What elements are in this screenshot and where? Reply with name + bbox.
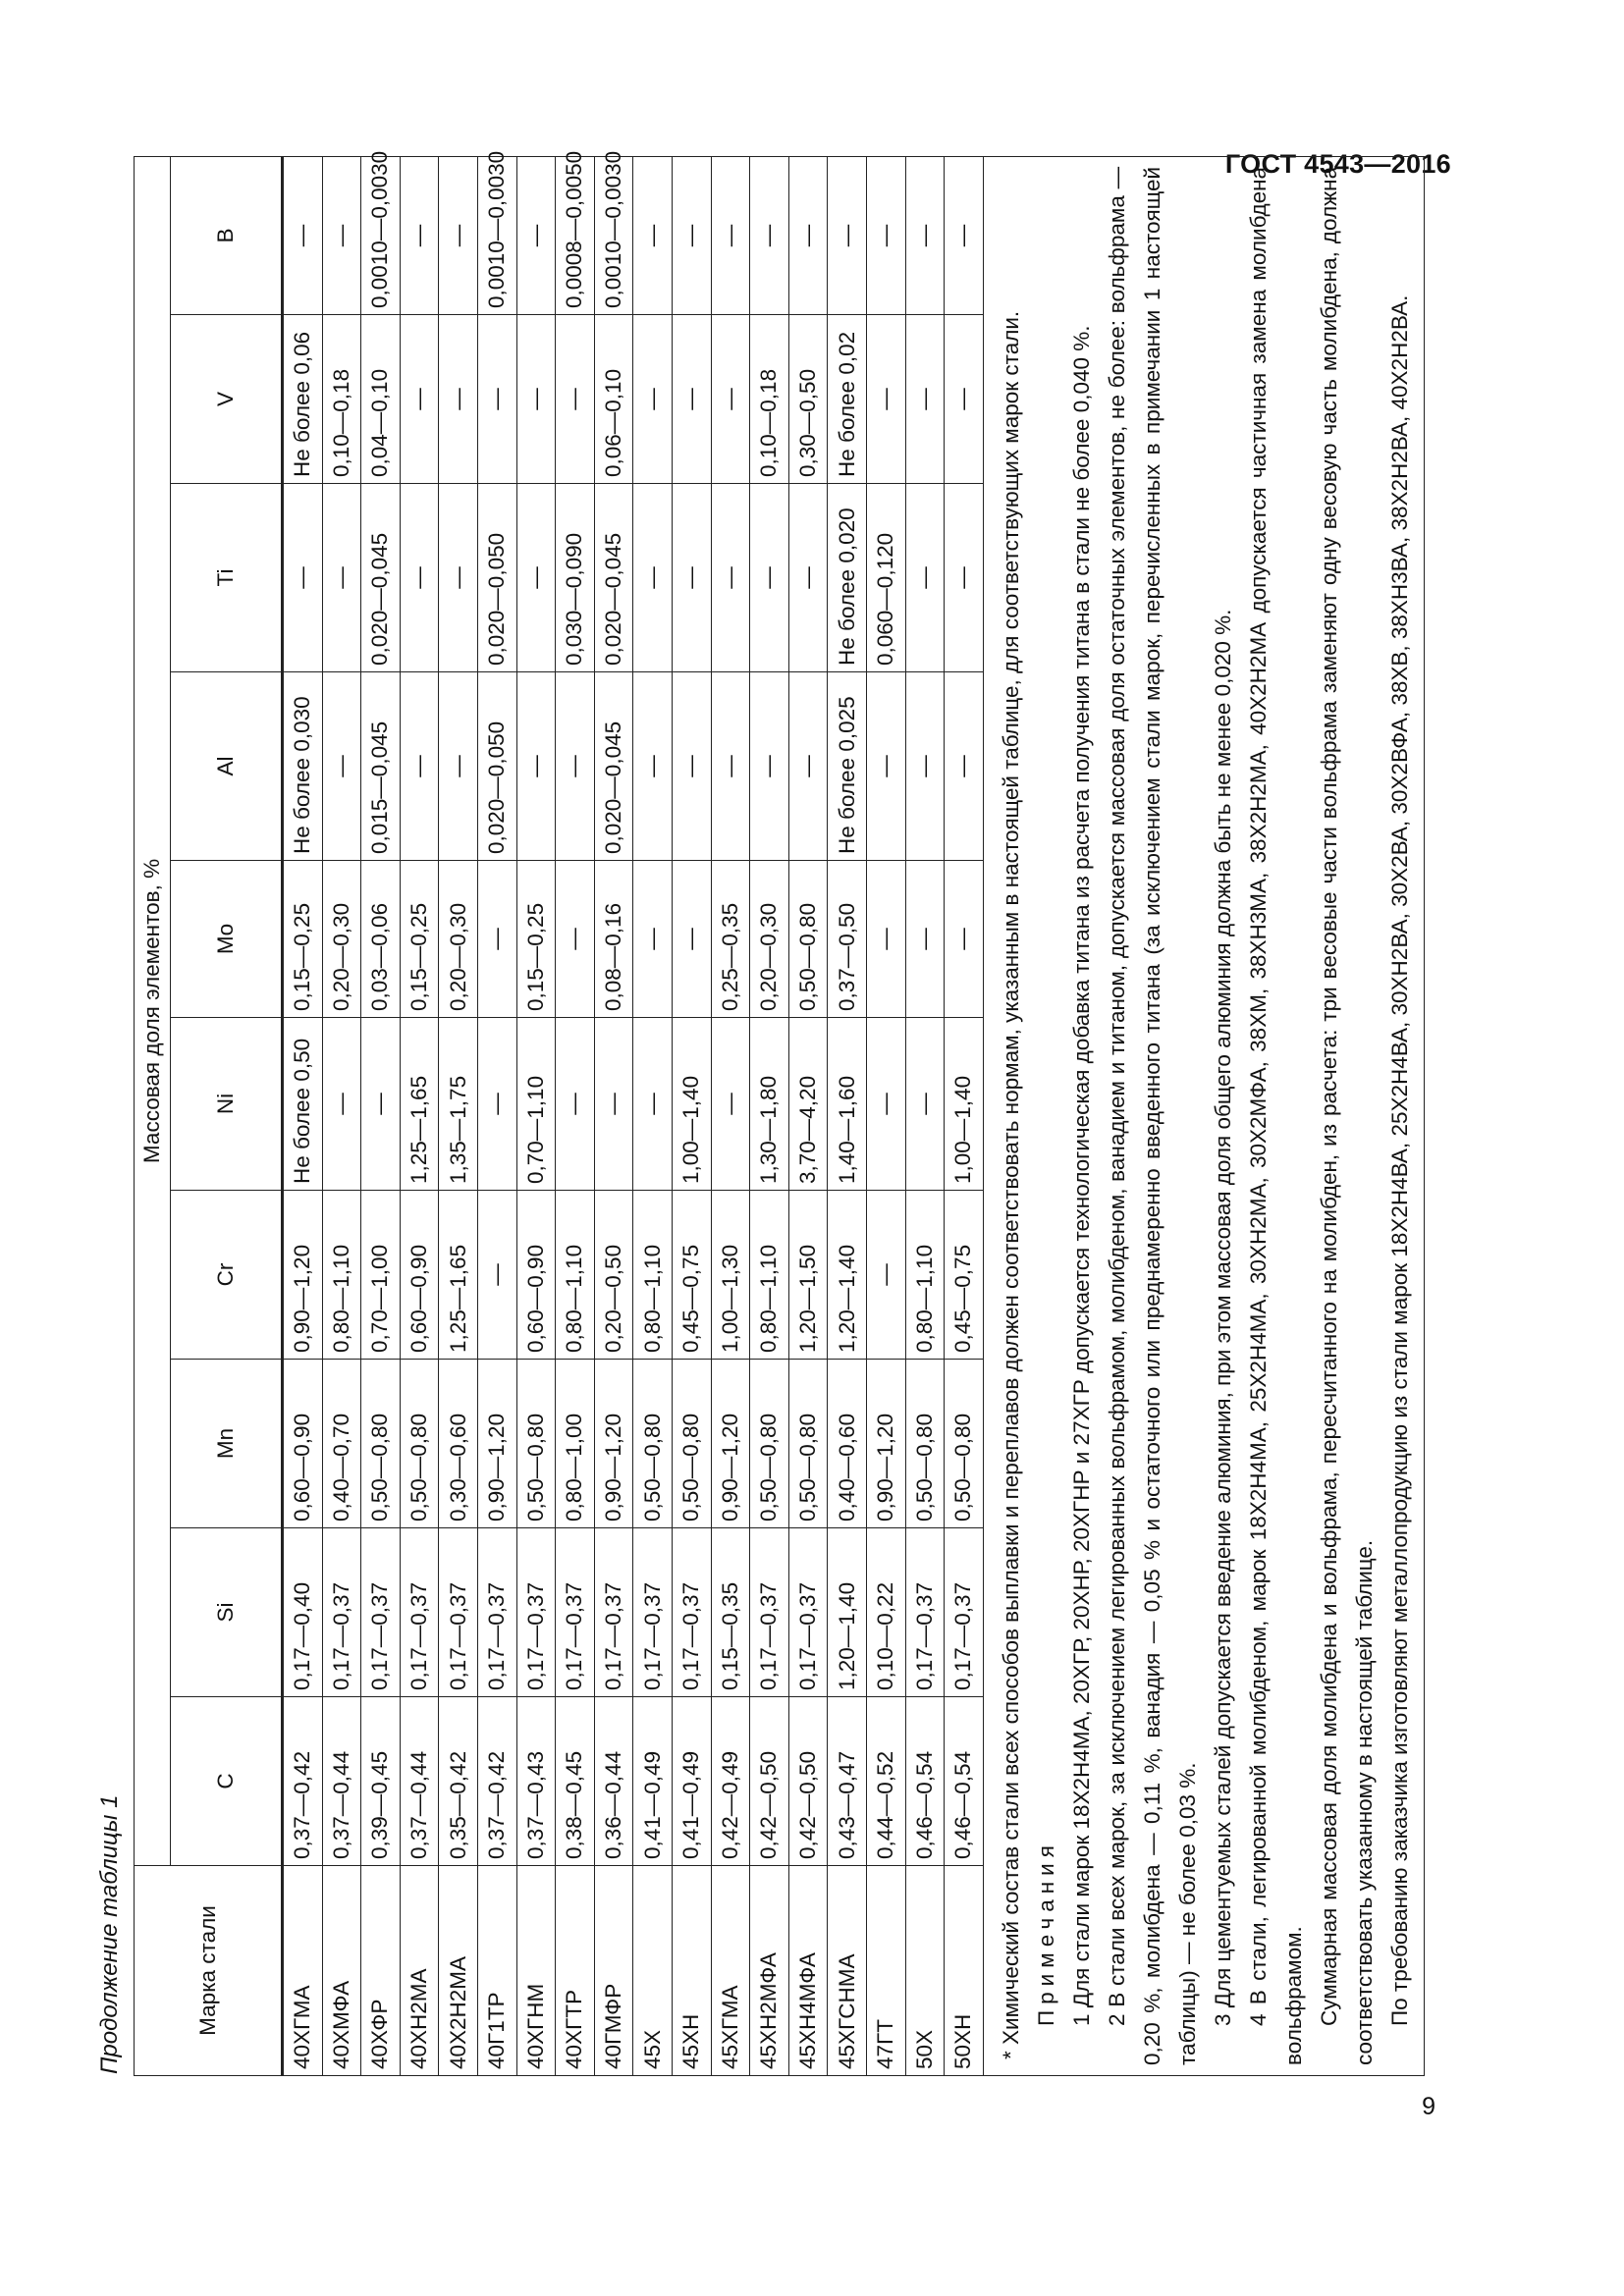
value-cell: 0,80—1,10 <box>322 1191 361 1360</box>
steel-grade-cell: 45ХГСНМА <box>828 1866 867 2076</box>
value-cell: — <box>361 1018 401 1191</box>
element-header: Cr <box>171 1191 283 1360</box>
value-cell: 0,15—0,35 <box>711 1528 750 1697</box>
steel-grade-cell: 45ХН4МФА <box>788 1866 828 2076</box>
value-cell: 3,70—4,20 <box>788 1018 828 1191</box>
element-header: Mo <box>171 861 283 1018</box>
element-header-row <box>171 156 283 2075</box>
value-cell: — <box>633 861 673 1018</box>
steel-grade-cell: 40ГМФР <box>594 1866 633 2076</box>
table-row <box>633 156 673 2075</box>
value-cell: 0,10—0,18 <box>322 315 361 484</box>
value-cell: 0,42—0,50 <box>750 1697 789 1866</box>
value-cell: 0,90—1,20 <box>594 1360 633 1528</box>
steel-grade-cell: 50Х <box>905 1866 945 2076</box>
element-header: Ni <box>171 1018 283 1191</box>
steel-grade-cell: 40ХГТР <box>556 1866 595 2076</box>
steel-grade-cell: 40ХМФА <box>322 1866 361 2076</box>
value-cell: 1,35—1,75 <box>439 1018 478 1191</box>
steel-grade-cell: 45ХГМА <box>711 1866 750 2076</box>
table-row <box>322 156 361 2075</box>
value-cell: — <box>788 156 828 314</box>
value-cell: Не более 0,030 <box>283 672 323 861</box>
steel-grade-cell: 40ХН2МА <box>400 1866 439 2076</box>
value-cell: — <box>905 1018 945 1191</box>
value-cell: — <box>633 156 673 314</box>
value-cell: 0,41—0,49 <box>633 1697 673 1866</box>
value-cell: 0,20—0,30 <box>439 861 478 1018</box>
value-cell: 0,30—0,60 <box>439 1360 478 1528</box>
table-row <box>400 156 439 2075</box>
value-cell: 0,17—0,37 <box>750 1528 789 1697</box>
value-cell: — <box>477 315 516 484</box>
table-row <box>945 156 984 2075</box>
value-cell: — <box>866 315 905 484</box>
value-cell: 0,70—1,00 <box>361 1191 401 1360</box>
value-cell: — <box>750 484 789 672</box>
value-cell: 0,50—0,80 <box>750 1360 789 1528</box>
value-cell: — <box>828 156 867 314</box>
value-cell: — <box>516 672 556 861</box>
table-row <box>516 156 556 2075</box>
value-cell: 0,060—0,120 <box>866 484 905 672</box>
value-cell: 0,90—1,20 <box>711 1360 750 1528</box>
value-cell: 0,43—0,47 <box>828 1697 867 1866</box>
value-cell: 0,44—0,52 <box>866 1697 905 1866</box>
value-cell: 0,030—0,090 <box>556 484 595 672</box>
value-cell: 0,90—1,20 <box>866 1360 905 1528</box>
value-cell: 0,42—0,50 <box>788 1697 828 1866</box>
notes-label: Примечания <box>1033 1840 1058 2026</box>
value-cell: 0,020—0,050 <box>477 672 516 861</box>
table-row <box>594 156 633 2075</box>
value-cell: 0,06—0,10 <box>594 315 633 484</box>
value-cell: 0,020—0,050 <box>477 484 516 672</box>
value-cell: — <box>400 672 439 861</box>
element-header: V <box>171 315 283 484</box>
value-cell: — <box>439 156 478 314</box>
value-cell: 0,20—0,30 <box>322 861 361 1018</box>
element-header: Al <box>171 672 283 861</box>
element-header: Mn <box>171 1360 283 1528</box>
element-header: C <box>171 1697 283 1866</box>
value-cell: 0,60—0,90 <box>400 1191 439 1360</box>
value-cell: 0,0010—0,0030 <box>477 156 516 314</box>
value-cell: 0,60—0,90 <box>516 1191 556 1360</box>
value-cell: Не более 0,06 <box>283 315 323 484</box>
value-cell: — <box>711 484 750 672</box>
value-cell: — <box>283 484 323 672</box>
value-cell: — <box>283 156 323 314</box>
value-cell: — <box>672 484 711 672</box>
value-cell: — <box>711 672 750 861</box>
value-cell: 0,03—0,06 <box>361 861 401 1018</box>
value-cell: 0,15—0,25 <box>516 861 556 1018</box>
value-cell: 0,41—0,49 <box>672 1697 711 1866</box>
value-cell: 0,37—0,44 <box>400 1697 439 1866</box>
value-cell: 1,30—1,80 <box>750 1018 789 1191</box>
value-cell: — <box>516 315 556 484</box>
value-cell: 0,50—0,80 <box>905 1360 945 1528</box>
value-cell: 0,50—0,80 <box>672 1360 711 1528</box>
steel-grade-cell: 45ХН <box>672 1866 711 2076</box>
table-row <box>750 156 789 2075</box>
value-cell: 0,50—0,80 <box>361 1360 401 1528</box>
value-cell: 0,39—0,45 <box>361 1697 401 1866</box>
steel-grade-cell: 45ХН2МФА <box>750 1866 789 2076</box>
value-cell: 0,17—0,37 <box>477 1528 516 1697</box>
table-row <box>711 156 750 2075</box>
steel-grade-cell: 40ХФР <box>361 1866 401 2076</box>
rotated-table-block <box>90 133 1412 2076</box>
value-cell: — <box>322 672 361 861</box>
steel-grade-cell: 40ХГНМ <box>516 1866 556 2076</box>
value-cell: 0,0008—0,0050 <box>556 156 595 314</box>
value-cell: — <box>400 484 439 672</box>
value-cell: 0,37—0,50 <box>828 861 867 1018</box>
value-cell: — <box>477 861 516 1018</box>
value-cell: 0,020—0,045 <box>594 484 633 672</box>
value-cell: 0,80—1,10 <box>750 1191 789 1360</box>
value-cell: — <box>556 1018 595 1191</box>
value-cell: Не более 0,02 <box>828 315 867 484</box>
value-cell: — <box>866 672 905 861</box>
value-cell: — <box>633 315 673 484</box>
value-cell: 0,17—0,37 <box>788 1528 828 1697</box>
value-cell: — <box>866 861 905 1018</box>
value-cell: — <box>945 484 984 672</box>
value-cell: 0,30—0,50 <box>788 315 828 484</box>
note-paragraph: 2 В стали всех марок, за исключением легированных вольфрамом, молибденом, ванадием и титаном, допускается массовая доля остаточных элементов, не более: вольфрама — 0,20 %, молибдена — 0,11 %, ванадия — 0,05 % и остаточного или преднамеренно введенного титана (за исключением стали марок, перечисленных в примечании 1 настоящей таблицы) — не более 0,03 %. <box>1104 166 1200 2065</box>
value-cell: — <box>905 156 945 314</box>
value-cell: — <box>633 672 673 861</box>
value-cell: 0,17—0,37 <box>361 1528 401 1697</box>
value-cell: — <box>556 861 595 1018</box>
table-row <box>556 156 595 2075</box>
note-paragraph: 3 Для цементуемых сталей допускается введение алюминия, при этом массовая доля общего алюминия должна быть не менее 0,020 %. <box>1210 609 1235 2026</box>
value-cell: 0,36—0,44 <box>594 1697 633 1866</box>
value-cell: 0,50—0,80 <box>516 1360 556 1528</box>
value-cell: 0,50—0,80 <box>400 1360 439 1528</box>
value-cell: — <box>400 156 439 314</box>
value-cell: 1,00—1,30 <box>711 1191 750 1360</box>
value-cell: 0,17—0,40 <box>283 1528 323 1697</box>
value-cell: 0,17—0,37 <box>322 1528 361 1697</box>
value-cell: 0,20—0,50 <box>594 1191 633 1360</box>
table-notes <box>983 156 1424 2075</box>
steel-grade-header: Марка стали <box>135 1866 283 2076</box>
value-cell: — <box>439 484 478 672</box>
value-cell: 1,00—1,40 <box>945 1018 984 1191</box>
note-paragraph: 1 Для стали марок 18Х2Н4МА, 20ХГР, 20ХНР, 20ХГНР и 27ХГР допускается технологическая добавка титана из расчета получения титана в стали не более 0,040 %. <box>1068 325 1094 2026</box>
value-cell: 0,50—0,80 <box>633 1360 673 1528</box>
value-cell: 0,37—0,42 <box>283 1697 323 1866</box>
value-cell: 1,20—1,40 <box>828 1191 867 1360</box>
value-cell: — <box>322 1018 361 1191</box>
value-cell: 0,37—0,42 <box>477 1697 516 1866</box>
value-cell: 1,20—1,40 <box>828 1528 867 1697</box>
value-cell: 0,60—0,90 <box>283 1360 323 1528</box>
value-cell: — <box>788 484 828 672</box>
table-row <box>283 156 323 2075</box>
note-paragraph: 4 В стали, легированной молибденом, марок 18Х2Н4МА, 25Х2Н4МА, 30ХН2МА, 30Х2МФА, 38ХМ, 38ХН3МА, 38Х2Н2МА, 40Х2Н2МА допускается частичная замена молибдена вольфрамом. <box>1245 166 1306 2065</box>
value-cell: 1,20—1,50 <box>788 1191 828 1360</box>
mass-fraction-header: Массовая доля элементов, % <box>135 156 171 1865</box>
value-cell: Не более 0,50 <box>283 1018 323 1191</box>
value-cell: 0,90—1,20 <box>477 1360 516 1528</box>
value-cell: 0,40—0,70 <box>322 1360 361 1528</box>
table-row <box>905 156 945 2075</box>
page-number: 9 <box>1422 2093 1435 2120</box>
value-cell: — <box>711 156 750 314</box>
value-cell: — <box>477 1018 516 1191</box>
value-cell: Не более 0,020 <box>828 484 867 672</box>
value-cell: 0,17—0,37 <box>594 1528 633 1697</box>
value-cell: 0,10—0,18 <box>750 315 789 484</box>
value-cell: 0,17—0,37 <box>516 1528 556 1697</box>
value-cell: — <box>905 861 945 1018</box>
value-cell: 1,25—1,65 <box>439 1191 478 1360</box>
value-cell: 0,17—0,37 <box>556 1528 595 1697</box>
value-cell: — <box>516 156 556 314</box>
value-cell: — <box>439 672 478 861</box>
value-cell: 0,0010—0,0030 <box>594 156 633 314</box>
value-cell: 0,17—0,37 <box>672 1528 711 1697</box>
note-paragraph: По требованию заказчика изготовляют металлопродукцию из стали марок 18Х2Н4ВА, 25Х2Н4ВА, 30ХН2ВА, 30Х2ВА, 30Х2ВФА, 38ХВ, 38ХН3ВА, 38Х2Н2ВА, 40Х2Н2ВА. <box>1386 294 1412 2026</box>
value-cell: — <box>866 1191 905 1360</box>
value-cell: 0,40—0,60 <box>828 1360 867 1528</box>
value-cell: 0,46—0,54 <box>905 1697 945 1866</box>
value-cell: — <box>945 861 984 1018</box>
steel-grade-cell: 45Х <box>633 1866 673 2076</box>
value-cell: 0,80—1,10 <box>633 1191 673 1360</box>
footnote: * Химический состав стали всех способов выплавки и переплавов должен соответствовать нормам, указанным в настоящей таблице, для соответствующих марок стали. <box>998 310 1023 2059</box>
table-body <box>283 150 984 2075</box>
value-cell: — <box>945 315 984 484</box>
value-cell: — <box>711 1018 750 1191</box>
value-cell: — <box>866 156 905 314</box>
value-cell: 0,25—0,35 <box>711 861 750 1018</box>
value-cell: — <box>788 672 828 861</box>
value-cell: 0,020—0,045 <box>594 672 633 861</box>
value-cell: — <box>322 484 361 672</box>
steel-grade-cell: 47ГТ <box>866 1866 905 2076</box>
element-header: Ti <box>171 484 283 672</box>
value-cell: 0,0010—0,0030 <box>361 156 401 314</box>
value-cell: — <box>711 315 750 484</box>
value-cell: 0,50—0,80 <box>788 861 828 1018</box>
table-row <box>477 156 516 2075</box>
value-cell: — <box>556 315 595 484</box>
value-cell: — <box>905 315 945 484</box>
element-header: Si <box>171 1528 283 1697</box>
value-cell: — <box>945 672 984 861</box>
value-cell: 1,40—1,60 <box>828 1018 867 1191</box>
value-cell: — <box>905 672 945 861</box>
value-cell: 0,15—0,25 <box>283 861 323 1018</box>
steel-grade-cell: 50ХН <box>945 1866 984 2076</box>
value-cell: — <box>322 156 361 314</box>
value-cell: — <box>477 1191 516 1360</box>
value-cell: — <box>672 861 711 1018</box>
value-cell: 1,25—1,65 <box>400 1018 439 1191</box>
value-cell: 0,015—0,045 <box>361 672 401 861</box>
value-cell: — <box>866 1018 905 1191</box>
table-row <box>788 156 828 2075</box>
value-cell: 0,08—0,16 <box>594 861 633 1018</box>
value-cell: 0,45—0,75 <box>672 1191 711 1360</box>
value-cell: 0,17—0,37 <box>633 1528 673 1697</box>
steel-grade-cell: 40Х2Н2МА <box>439 1866 478 2076</box>
value-cell: 0,04—0,10 <box>361 315 401 484</box>
value-cell: 0,35—0,42 <box>439 1697 478 1866</box>
value-cell: Не более 0,025 <box>828 672 867 861</box>
steel-grade-cell: 40Г1ТР <box>477 1866 516 2076</box>
value-cell: 1,00—1,40 <box>672 1018 711 1191</box>
table-row <box>361 156 401 2075</box>
value-cell: 0,42—0,49 <box>711 1697 750 1866</box>
steel-grade-cell: 40ХГМА <box>283 1866 323 2076</box>
value-cell: 0,10—0,22 <box>866 1528 905 1697</box>
element-header: B <box>171 156 283 314</box>
table-row <box>672 156 711 2075</box>
value-cell: — <box>750 672 789 861</box>
value-cell: 0,17—0,37 <box>905 1528 945 1697</box>
table-caption: Продолжение таблицы 1 <box>96 1794 123 2074</box>
value-cell: 0,50—0,80 <box>945 1360 984 1528</box>
value-cell: — <box>672 315 711 484</box>
value-cell: 0,17—0,37 <box>439 1528 478 1697</box>
value-cell: — <box>672 156 711 314</box>
standard-header: ГОСТ 4543—2016 <box>1224 149 1451 179</box>
value-cell: 0,80—1,10 <box>905 1191 945 1360</box>
value-cell: 0,50—0,80 <box>788 1360 828 1528</box>
value-cell: — <box>633 484 673 672</box>
value-cell: 0,46—0,54 <box>945 1697 984 1866</box>
note-paragraph: Суммарная массовая доля молибдена и вольфрама, пересчитанного на молибден, из расчета: три весовые части вольфрама заменяют одну весовую часть молибдена, должна соответствовать указанному в настоящей таблице. <box>1316 166 1377 2065</box>
value-cell: 0,37—0,44 <box>322 1697 361 1866</box>
table-row <box>866 156 905 2075</box>
value-cell: — <box>400 315 439 484</box>
value-cell: — <box>945 156 984 314</box>
value-cell: 0,17—0,37 <box>400 1528 439 1697</box>
value-cell: 0,70—1,10 <box>516 1018 556 1191</box>
table-row <box>828 156 867 2075</box>
value-cell: 0,17—0,37 <box>945 1528 984 1697</box>
value-cell: 0,37—0,43 <box>516 1697 556 1866</box>
value-cell: — <box>672 672 711 861</box>
value-cell: 0,020—0,045 <box>361 484 401 672</box>
value-cell: 0,15—0,25 <box>400 861 439 1018</box>
value-cell: 0,80—1,10 <box>556 1191 595 1360</box>
value-cell: — <box>905 484 945 672</box>
value-cell: — <box>556 672 595 861</box>
value-cell: 0,90—1,20 <box>283 1191 323 1360</box>
value-cell: — <box>594 1018 633 1191</box>
value-cell: 0,20—0,30 <box>750 861 789 1018</box>
value-cell: — <box>516 484 556 672</box>
value-cell: 0,80—1,00 <box>556 1360 595 1528</box>
table-row <box>439 156 478 2075</box>
value-cell: 0,38—0,45 <box>556 1697 595 1866</box>
value-cell: — <box>633 1018 673 1191</box>
value-cell: 0,45—0,75 <box>945 1191 984 1360</box>
value-cell: — <box>750 156 789 314</box>
value-cell: — <box>439 315 478 484</box>
composition-table <box>134 150 1425 2076</box>
